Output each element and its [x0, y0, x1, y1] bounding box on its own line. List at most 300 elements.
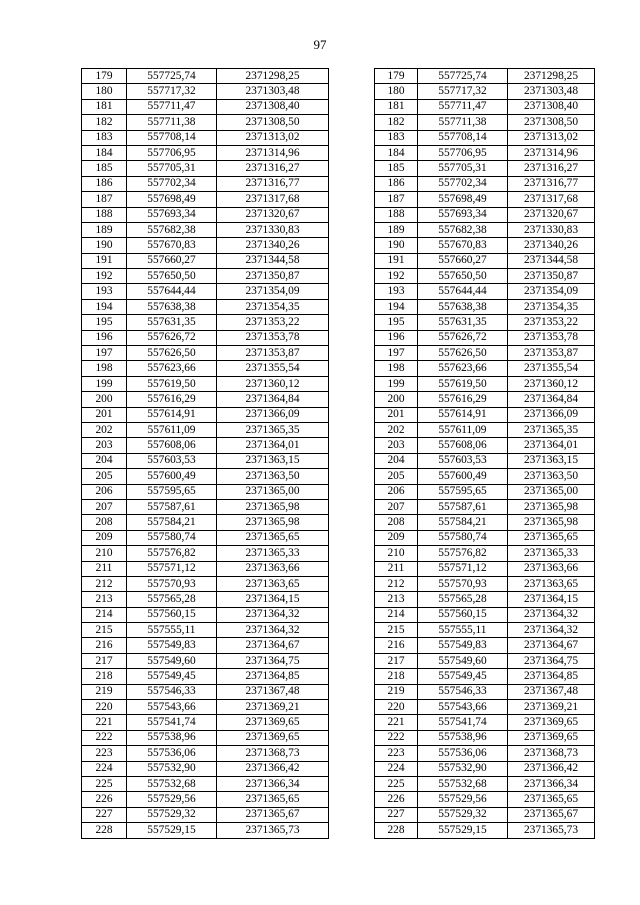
table-row	[82, 515, 595, 530]
y-coordinate-cell: 2371313,02	[217, 130, 329, 145]
column-gap	[329, 115, 375, 130]
column-gap	[329, 746, 375, 761]
point-number-cell: 224	[375, 761, 418, 776]
column-gap	[329, 330, 375, 345]
point-number-cell: 190	[82, 238, 127, 253]
y-coordinate-cell: 2371365,35	[217, 422, 329, 437]
x-coordinate-cell: 557619,50	[418, 376, 508, 391]
table-row	[82, 561, 595, 576]
y-coordinate-cell: 2371369,21	[217, 700, 329, 715]
table-row	[82, 145, 595, 160]
y-coordinate-cell: 2371308,50	[217, 115, 329, 130]
point-number-cell: 180	[375, 84, 418, 99]
point-number-cell: 187	[82, 192, 127, 207]
y-coordinate-cell: 2371363,50	[508, 469, 595, 484]
column-gap	[329, 653, 375, 668]
y-coordinate-cell: 2371353,22	[217, 315, 329, 330]
point-number-cell: 225	[82, 776, 127, 791]
table-row	[82, 746, 595, 761]
x-coordinate-cell: 557631,35	[127, 315, 217, 330]
x-coordinate-cell: 557650,50	[418, 269, 508, 284]
y-coordinate-cell: 2371364,01	[508, 438, 595, 453]
x-coordinate-cell: 557725,74	[127, 69, 217, 84]
x-coordinate-cell: 557702,34	[127, 176, 217, 191]
y-coordinate-cell: 2371344,58	[508, 253, 595, 268]
column-gap	[329, 299, 375, 314]
column-gap	[329, 576, 375, 591]
x-coordinate-cell: 557626,50	[418, 346, 508, 361]
y-coordinate-cell: 2371365,65	[217, 792, 329, 807]
table-row	[82, 623, 595, 638]
table-row	[82, 761, 595, 776]
point-number-cell: 207	[375, 499, 418, 514]
y-coordinate-cell: 2371330,83	[217, 222, 329, 237]
point-number-cell: 189	[375, 222, 418, 237]
x-coordinate-cell: 557576,82	[127, 546, 217, 561]
x-coordinate-cell: 557565,28	[127, 592, 217, 607]
x-coordinate-cell: 557644,44	[127, 284, 217, 299]
y-coordinate-cell: 2371350,87	[217, 269, 329, 284]
y-coordinate-cell: 2371353,22	[508, 315, 595, 330]
x-coordinate-cell: 557705,31	[127, 161, 217, 176]
point-number-cell: 225	[375, 776, 418, 791]
y-coordinate-cell: 2371308,50	[508, 115, 595, 130]
column-gap	[329, 207, 375, 222]
point-number-cell: 200	[82, 392, 127, 407]
x-coordinate-cell: 557532,68	[127, 776, 217, 791]
x-coordinate-cell: 557670,83	[127, 238, 217, 253]
point-number-cell: 211	[375, 561, 418, 576]
point-number-cell: 199	[82, 376, 127, 391]
y-coordinate-cell: 2371365,67	[217, 807, 329, 822]
coordinates-table-body	[82, 69, 595, 839]
x-coordinate-cell: 557638,38	[127, 299, 217, 314]
x-coordinate-cell: 557570,93	[418, 576, 508, 591]
point-number-cell: 190	[375, 238, 418, 253]
table-row	[82, 792, 595, 807]
x-coordinate-cell: 557560,15	[418, 607, 508, 622]
x-coordinate-cell: 557600,49	[127, 469, 217, 484]
y-coordinate-cell: 2371363,50	[217, 469, 329, 484]
table-row	[82, 653, 595, 668]
column-gap	[329, 792, 375, 807]
y-coordinate-cell: 2371298,25	[217, 69, 329, 84]
table-row	[82, 253, 595, 268]
point-number-cell: 184	[375, 145, 418, 160]
point-number-cell: 191	[375, 253, 418, 268]
column-gap	[329, 823, 375, 838]
x-coordinate-cell: 557555,11	[418, 623, 508, 638]
x-coordinate-cell: 557529,15	[127, 823, 217, 838]
x-coordinate-cell: 557587,61	[127, 499, 217, 514]
x-coordinate-cell: 557619,50	[127, 376, 217, 391]
y-coordinate-cell: 2371365,73	[217, 823, 329, 838]
y-coordinate-cell: 2371317,68	[217, 192, 329, 207]
table-row	[82, 361, 595, 376]
x-coordinate-cell: 557580,74	[418, 530, 508, 545]
table-row	[82, 592, 595, 607]
x-coordinate-cell: 557549,60	[127, 653, 217, 668]
point-number-cell: 224	[82, 761, 127, 776]
point-number-cell: 219	[82, 684, 127, 699]
y-coordinate-cell: 2371320,67	[508, 207, 595, 222]
y-coordinate-cell: 2371360,12	[217, 376, 329, 391]
column-gap	[329, 700, 375, 715]
point-number-cell: 198	[375, 361, 418, 376]
y-coordinate-cell: 2371365,00	[508, 484, 595, 499]
column-gap	[329, 453, 375, 468]
point-number-cell: 213	[375, 592, 418, 607]
column-gap	[329, 623, 375, 638]
point-number-cell: 197	[82, 346, 127, 361]
y-coordinate-cell: 2371364,67	[217, 638, 329, 653]
point-number-cell: 210	[82, 546, 127, 561]
point-number-cell: 195	[82, 315, 127, 330]
point-number-cell: 204	[375, 453, 418, 468]
point-number-cell: 209	[375, 530, 418, 545]
table-row	[82, 238, 595, 253]
point-number-cell: 196	[82, 330, 127, 345]
y-coordinate-cell: 2371364,01	[217, 438, 329, 453]
x-coordinate-cell: 557616,29	[127, 392, 217, 407]
table-row	[82, 715, 595, 730]
point-number-cell: 187	[375, 192, 418, 207]
point-number-cell: 210	[375, 546, 418, 561]
x-coordinate-cell: 557698,49	[418, 192, 508, 207]
table-row	[82, 207, 595, 222]
column-gap	[329, 376, 375, 391]
x-coordinate-cell: 557529,56	[127, 792, 217, 807]
x-coordinate-cell: 557614,91	[418, 407, 508, 422]
y-coordinate-cell: 2371317,68	[508, 192, 595, 207]
x-coordinate-cell: 557616,29	[418, 392, 508, 407]
y-coordinate-cell: 2371369,65	[508, 715, 595, 730]
y-coordinate-cell: 2371353,78	[508, 330, 595, 345]
point-number-cell: 219	[375, 684, 418, 699]
point-number-cell: 215	[82, 623, 127, 638]
point-number-cell: 194	[375, 299, 418, 314]
x-coordinate-cell: 557549,45	[127, 669, 217, 684]
x-coordinate-cell: 557529,15	[418, 823, 508, 838]
table-row	[82, 823, 595, 838]
point-number-cell: 222	[82, 730, 127, 745]
x-coordinate-cell: 557571,12	[418, 561, 508, 576]
y-coordinate-cell: 2371330,83	[508, 222, 595, 237]
point-number-cell: 207	[82, 499, 127, 514]
x-coordinate-cell: 557603,53	[418, 453, 508, 468]
column-gap	[329, 253, 375, 268]
x-coordinate-cell: 557549,83	[418, 638, 508, 653]
column-gap	[329, 269, 375, 284]
x-coordinate-cell: 557595,65	[127, 484, 217, 499]
page-number: 97	[313, 37, 327, 52]
point-number-cell: 212	[375, 576, 418, 591]
x-coordinate-cell: 557623,66	[418, 361, 508, 376]
y-coordinate-cell: 2371353,78	[217, 330, 329, 345]
column-gap	[329, 530, 375, 545]
point-number-cell: 198	[82, 361, 127, 376]
column-gap	[329, 161, 375, 176]
point-number-cell: 208	[82, 515, 127, 530]
table-row	[82, 315, 595, 330]
point-number-cell: 228	[375, 823, 418, 838]
x-coordinate-cell: 557660,27	[418, 253, 508, 268]
table-row	[82, 69, 595, 84]
x-coordinate-cell: 557541,74	[127, 715, 217, 730]
y-coordinate-cell: 2371366,42	[217, 761, 329, 776]
x-coordinate-cell: 557650,50	[127, 269, 217, 284]
x-coordinate-cell: 557660,27	[127, 253, 217, 268]
x-coordinate-cell: 557608,06	[418, 438, 508, 453]
y-coordinate-cell: 2371308,40	[217, 99, 329, 114]
y-coordinate-cell: 2371363,65	[508, 576, 595, 591]
y-coordinate-cell: 2371344,58	[217, 253, 329, 268]
x-coordinate-cell: 557529,32	[418, 807, 508, 822]
column-gap	[329, 515, 375, 530]
x-coordinate-cell: 557682,38	[127, 222, 217, 237]
y-coordinate-cell: 2371363,15	[217, 453, 329, 468]
x-coordinate-cell: 557644,44	[418, 284, 508, 299]
y-coordinate-cell: 2371316,27	[217, 161, 329, 176]
x-coordinate-cell: 557693,34	[127, 207, 217, 222]
point-number-cell: 194	[82, 299, 127, 314]
x-coordinate-cell: 557693,34	[418, 207, 508, 222]
x-coordinate-cell: 557584,21	[127, 515, 217, 530]
x-coordinate-cell: 557711,38	[127, 115, 217, 130]
table-row	[82, 546, 595, 561]
x-coordinate-cell: 557711,38	[418, 115, 508, 130]
x-coordinate-cell: 557565,28	[418, 592, 508, 607]
y-coordinate-cell: 2371340,26	[508, 238, 595, 253]
point-number-cell: 201	[82, 407, 127, 422]
point-number-cell: 204	[82, 453, 127, 468]
x-coordinate-cell: 557670,83	[418, 238, 508, 253]
column-gap	[329, 438, 375, 453]
table-row	[82, 407, 595, 422]
y-coordinate-cell: 2371364,75	[217, 653, 329, 668]
y-coordinate-cell: 2371365,98	[508, 499, 595, 514]
y-coordinate-cell: 2371365,35	[508, 422, 595, 437]
x-coordinate-cell: 557536,06	[127, 746, 217, 761]
x-coordinate-cell: 557543,66	[127, 700, 217, 715]
y-coordinate-cell: 2371364,15	[217, 592, 329, 607]
y-coordinate-cell: 2371365,65	[508, 530, 595, 545]
y-coordinate-cell: 2371369,65	[508, 730, 595, 745]
x-coordinate-cell: 557705,31	[418, 161, 508, 176]
column-gap	[329, 561, 375, 576]
y-coordinate-cell: 2371369,65	[217, 715, 329, 730]
point-number-cell: 200	[375, 392, 418, 407]
column-gap	[329, 392, 375, 407]
point-number-cell: 186	[82, 176, 127, 191]
point-number-cell: 228	[82, 823, 127, 838]
y-coordinate-cell: 2371365,98	[217, 499, 329, 514]
column-gap	[329, 145, 375, 160]
x-coordinate-cell: 557546,33	[418, 684, 508, 699]
y-coordinate-cell: 2371364,32	[508, 623, 595, 638]
table-row	[82, 192, 595, 207]
point-number-cell: 203	[82, 438, 127, 453]
x-coordinate-cell: 557706,95	[127, 145, 217, 160]
column-gap	[329, 130, 375, 145]
table-row	[82, 330, 595, 345]
column-gap	[329, 776, 375, 791]
y-coordinate-cell: 2371298,25	[508, 69, 595, 84]
column-gap	[329, 607, 375, 622]
y-coordinate-cell: 2371369,65	[217, 730, 329, 745]
column-gap	[329, 730, 375, 745]
point-number-cell: 218	[82, 669, 127, 684]
y-coordinate-cell: 2371369,21	[508, 700, 595, 715]
x-coordinate-cell: 557608,06	[127, 438, 217, 453]
x-coordinate-cell: 557706,95	[418, 145, 508, 160]
y-coordinate-cell: 2371366,09	[508, 407, 595, 422]
y-coordinate-cell: 2371314,96	[508, 145, 595, 160]
table-row	[82, 438, 595, 453]
column-gap	[329, 469, 375, 484]
table-row	[82, 284, 595, 299]
y-coordinate-cell: 2371366,09	[217, 407, 329, 422]
y-coordinate-cell: 2371354,09	[508, 284, 595, 299]
x-coordinate-cell: 557584,21	[418, 515, 508, 530]
point-number-cell: 209	[82, 530, 127, 545]
table-row	[82, 422, 595, 437]
x-coordinate-cell: 557611,09	[418, 422, 508, 437]
y-coordinate-cell: 2371365,98	[217, 515, 329, 530]
y-coordinate-cell: 2371360,12	[508, 376, 595, 391]
x-coordinate-cell: 557555,11	[127, 623, 217, 638]
y-coordinate-cell: 2371366,34	[508, 776, 595, 791]
y-coordinate-cell: 2371340,26	[217, 238, 329, 253]
x-coordinate-cell: 557541,74	[418, 715, 508, 730]
table-row	[82, 484, 595, 499]
column-gap	[329, 315, 375, 330]
x-coordinate-cell: 557538,96	[418, 730, 508, 745]
x-coordinate-cell: 557571,12	[127, 561, 217, 576]
table-row	[82, 638, 595, 653]
point-number-cell: 193	[375, 284, 418, 299]
x-coordinate-cell: 557725,74	[418, 69, 508, 84]
table-row	[82, 700, 595, 715]
point-number-cell: 205	[82, 469, 127, 484]
x-coordinate-cell: 557600,49	[418, 469, 508, 484]
point-number-cell: 182	[82, 115, 127, 130]
y-coordinate-cell: 2371364,67	[508, 638, 595, 653]
y-coordinate-cell: 2371355,54	[217, 361, 329, 376]
point-number-cell: 216	[375, 638, 418, 653]
table-row	[82, 669, 595, 684]
table-row	[82, 469, 595, 484]
table-row	[82, 161, 595, 176]
point-number-cell: 206	[82, 484, 127, 499]
x-coordinate-cell: 557698,49	[127, 192, 217, 207]
x-coordinate-cell: 557560,15	[127, 607, 217, 622]
y-coordinate-cell: 2371364,84	[217, 392, 329, 407]
y-coordinate-cell: 2371368,73	[217, 746, 329, 761]
x-coordinate-cell: 557626,72	[418, 330, 508, 345]
point-number-cell: 183	[82, 130, 127, 145]
point-number-cell: 192	[375, 269, 418, 284]
y-coordinate-cell: 2371364,15	[508, 592, 595, 607]
y-coordinate-cell: 2371364,85	[508, 669, 595, 684]
x-coordinate-cell: 557614,91	[127, 407, 217, 422]
point-number-cell: 182	[375, 115, 418, 130]
x-coordinate-cell: 557549,83	[127, 638, 217, 653]
y-coordinate-cell: 2371303,48	[217, 84, 329, 99]
column-gap	[329, 222, 375, 237]
y-coordinate-cell: 2371354,09	[217, 284, 329, 299]
column-gap	[329, 592, 375, 607]
y-coordinate-cell: 2371354,35	[508, 299, 595, 314]
y-coordinate-cell: 2371316,27	[508, 161, 595, 176]
table-row	[82, 776, 595, 791]
y-coordinate-cell: 2371367,48	[508, 684, 595, 699]
y-coordinate-cell: 2371320,67	[217, 207, 329, 222]
point-number-cell: 211	[82, 561, 127, 576]
y-coordinate-cell: 2371365,33	[217, 546, 329, 561]
y-coordinate-cell: 2371353,87	[508, 346, 595, 361]
y-coordinate-cell: 2371316,77	[217, 176, 329, 191]
y-coordinate-cell: 2371363,65	[217, 576, 329, 591]
point-number-cell: 197	[375, 346, 418, 361]
column-gap	[329, 715, 375, 730]
y-coordinate-cell: 2371365,33	[508, 546, 595, 561]
y-coordinate-cell: 2371368,73	[508, 746, 595, 761]
table-row	[82, 99, 595, 114]
coordinates-table	[81, 68, 595, 839]
column-gap	[329, 484, 375, 499]
table-row	[82, 299, 595, 314]
point-number-cell: 206	[375, 484, 418, 499]
y-coordinate-cell: 2371364,32	[217, 607, 329, 622]
point-number-cell: 226	[375, 792, 418, 807]
table-row	[82, 684, 595, 699]
table-row	[82, 730, 595, 745]
point-number-cell: 179	[375, 69, 418, 84]
y-coordinate-cell: 2371364,32	[217, 623, 329, 638]
x-coordinate-cell: 557626,72	[127, 330, 217, 345]
x-coordinate-cell: 557576,82	[418, 546, 508, 561]
x-coordinate-cell: 557549,60	[418, 653, 508, 668]
point-number-cell: 202	[375, 422, 418, 437]
point-number-cell: 186	[375, 176, 418, 191]
x-coordinate-cell: 557626,50	[127, 346, 217, 361]
column-gap	[329, 546, 375, 561]
column-gap	[329, 192, 375, 207]
y-coordinate-cell: 2371365,98	[508, 515, 595, 530]
point-number-cell: 215	[375, 623, 418, 638]
x-coordinate-cell: 557536,06	[418, 746, 508, 761]
point-number-cell: 227	[375, 807, 418, 822]
x-coordinate-cell: 557603,53	[127, 453, 217, 468]
y-coordinate-cell: 2371353,87	[217, 346, 329, 361]
point-number-cell: 223	[375, 746, 418, 761]
column-gap	[329, 284, 375, 299]
point-number-cell: 191	[82, 253, 127, 268]
point-number-cell: 192	[82, 269, 127, 284]
point-number-cell: 185	[375, 161, 418, 176]
y-coordinate-cell: 2371363,66	[217, 561, 329, 576]
column-gap	[329, 69, 375, 84]
table-row	[82, 807, 595, 822]
point-number-cell: 180	[82, 84, 127, 99]
column-gap	[329, 684, 375, 699]
column-gap	[329, 99, 375, 114]
table-row	[82, 346, 595, 361]
x-coordinate-cell: 557711,47	[418, 99, 508, 114]
column-gap	[329, 499, 375, 514]
table-row	[82, 607, 595, 622]
